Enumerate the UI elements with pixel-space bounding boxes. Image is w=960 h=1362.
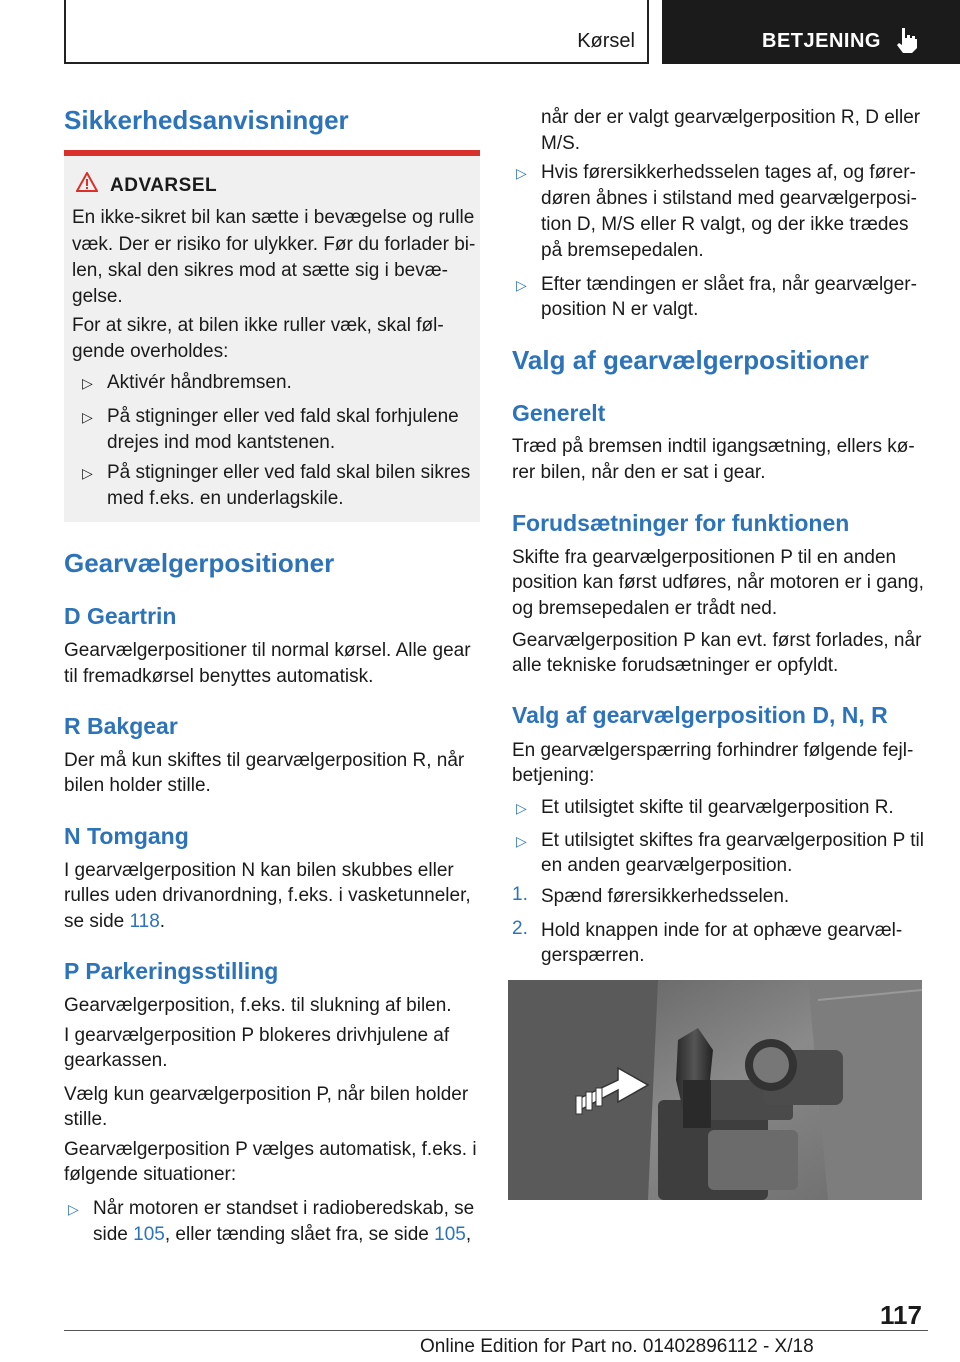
r-bullet-2a: Hvis førersikkerhedsselen tages af, og fører- xyxy=(541,162,916,183)
p-bullet-1b xyxy=(93,1222,471,1247)
p-text-7: følgende situationer: xyxy=(64,1164,237,1185)
n-text-3b: . xyxy=(159,911,166,932)
hand-pointer-icon xyxy=(894,26,920,54)
r-bullet-2d: på bremsepedalen. xyxy=(541,240,704,261)
requirements-text-3: og bremsepedalen er trådt ned. xyxy=(512,598,778,619)
requirements-text-1: Skifte fra gearvælgerpositionen P til en anden xyxy=(512,547,897,568)
heading-r: R Bakgear xyxy=(64,713,178,739)
footer-divider xyxy=(64,1330,928,1331)
heading-gear-positions: Gearvælgerpositioner xyxy=(64,548,335,578)
warning-bullet-2a: På stigninger eller ved fald skal forhjulene xyxy=(107,406,459,427)
heading-select-dnr: Valg af gearvælgerposition D, N, R xyxy=(512,702,888,728)
p-text-5: stille. xyxy=(64,1109,108,1130)
triangle-bullet-icon: ▷ xyxy=(82,465,93,481)
p-text-6: Gearvælgerposition P vælges automatisk, f.eks. i xyxy=(64,1139,477,1160)
dnr-bullet-1: Et utilsigtet skifte til gearvælgerposition R. xyxy=(541,797,894,818)
heading-general: Generelt xyxy=(512,400,606,426)
dnr-text-1: En gearvælgerspærring forhindrer følgende fejl- xyxy=(512,740,914,761)
p-text-2: I gearvælgerposition P blokeres drivhjulene af xyxy=(64,1025,450,1046)
warning-text-5: For at sikre, at bilen ikke ruller væk, skal føl- xyxy=(72,315,444,336)
n-text-3 xyxy=(64,909,165,934)
p-text-1: Gearvælgerposition, f.eks. til slukning af bilen. xyxy=(64,995,452,1016)
cont-text-1: når der er valgt gearvælgerposition R, D eller xyxy=(541,107,921,128)
dnr-bullet-2a: Et utilsigtet skiftes fra gearvælgerposition P til xyxy=(541,830,924,851)
r-bullet-2b: døren åbnes i stilstand med gearvælgerposi- xyxy=(541,188,917,209)
step-number-2: 2. xyxy=(512,918,528,939)
triangle-bullet-icon: ▷ xyxy=(516,833,527,849)
warning-text-2: væk. Der er risiko for ulykker. Før du forlader bi- xyxy=(72,234,476,255)
triangle-bullet-icon: ▷ xyxy=(68,1201,79,1217)
dnr-bullet-2b: en anden gearvælgerposition. xyxy=(541,855,793,876)
page-title: Sikkerhedsanvisninger xyxy=(64,105,349,135)
p-bullet-1a: Når motoren er standset i radioberedskab, se xyxy=(93,1198,475,1219)
heading-requirements: Forudsætninger for funktionen xyxy=(512,510,850,536)
page-link-118[interactable]: 118 xyxy=(129,911,160,932)
general-text-1: Træd på bremsen indtil igangsætning, ellers kø- xyxy=(512,436,915,457)
p-bullet-1b-c: , xyxy=(465,1224,472,1245)
triangle-bullet-icon: ▷ xyxy=(516,277,527,293)
requirements-text-4: Gearvælgerposition P kan evt. først forlades, når xyxy=(512,630,922,651)
r-bullet-2c: tion D, M/S eller R valgt, og der ikke trædes xyxy=(541,214,909,235)
general-text-2: rer bilen, når den er sat i gear. xyxy=(512,462,766,483)
gear-selector-illustration xyxy=(508,980,922,1200)
warning-text-4: gelse. xyxy=(72,286,123,307)
page-number: 117 xyxy=(880,1300,922,1330)
header-section-label: Kørsel xyxy=(577,30,635,52)
d-text-2: til fremadkørsel benyttes automatisk. xyxy=(64,666,374,687)
cont-text-2: M/S. xyxy=(541,133,581,154)
warning-text-1: En ikke-sikret bil kan sætte i bevægelse og rulle xyxy=(72,207,475,228)
triangle-bullet-icon: ▷ xyxy=(516,165,527,181)
r-bullet-3a: Efter tændingen er slået fra, når gearvælger- xyxy=(541,274,917,295)
p-text-3: gearkassen. xyxy=(64,1050,168,1071)
step-2b: gerspærren. xyxy=(541,945,645,966)
header-chapter-tab xyxy=(662,0,960,64)
header-section-tab xyxy=(64,0,649,64)
triangle-bullet-icon: ▷ xyxy=(82,409,93,425)
page-link-105-a[interactable]: 105 xyxy=(133,1224,165,1245)
warning-text-3: len, skal den sikres mod at sætte sig i bevæ- xyxy=(72,260,448,281)
n-text-2: rulles uden drivanordning, f.eks. i vasketunneler, xyxy=(64,885,471,906)
warning-label: ADVARSEL xyxy=(110,175,218,196)
warning-bullet-1: Aktivér håndbremsen. xyxy=(107,372,292,393)
requirements-text-5: alle tekniske forudsætninger er opfyldt. xyxy=(512,655,839,676)
triangle-bullet-icon: ▷ xyxy=(516,800,527,816)
warning-triangle-icon xyxy=(76,172,98,192)
footer-edition: Online Edition for Part no. 01402896112 - X/18 xyxy=(420,1336,814,1357)
dnr-text-2: betjening: xyxy=(512,765,595,786)
warning-bullet-2b: drejes ind mod kantstenen. xyxy=(107,432,336,453)
heading-select-positions: Valg af gearvælgerpositioner xyxy=(512,345,869,375)
warning-bullet-3a: På stigninger eller ved fald skal bilen sikres xyxy=(107,462,471,483)
r-text-1: Der må kun skiftes til gearvælgerposition R, når xyxy=(64,750,465,771)
page-link-105-b[interactable]: 105 xyxy=(434,1224,466,1245)
step-number-1: 1. xyxy=(512,884,528,905)
d-text-1: Gearvælgerpositioner til normal kørsel. Alle gear xyxy=(64,640,471,661)
triangle-bullet-icon: ▷ xyxy=(82,375,93,391)
p-bullet-1b-b: , eller tænding slået fra, se side xyxy=(164,1224,435,1245)
heading-n: N Tomgang xyxy=(64,823,189,849)
heading-p: P Parkeringsstilling xyxy=(64,958,279,984)
p-bullet-1b-a: side xyxy=(93,1224,134,1245)
step-1: Spænd førersikkerhedsselen. xyxy=(541,886,790,907)
warning-text-6: gende overholdes: xyxy=(72,341,229,362)
r-text-2: bilen holder stille. xyxy=(64,775,211,796)
header-chapter-label: BETJENING xyxy=(762,30,881,52)
gear-selector-photo xyxy=(508,980,922,1200)
p-text-4: Vælg kun gearvælgerposition P, når bilen holder xyxy=(64,1084,469,1105)
warning-bullet-3b: med f.eks. en underlagskile. xyxy=(107,488,344,509)
step-2a: Hold knappen inde for at ophæve gearvæl- xyxy=(541,920,903,941)
r-bullet-3b: position N er valgt. xyxy=(541,299,699,320)
n-text-1: I gearvælgerposition N kan bilen skubbes eller xyxy=(64,860,454,881)
heading-d: D Geartrin xyxy=(64,603,177,629)
requirements-text-2: position kan først udføres, når motoren er i gang, xyxy=(512,572,924,593)
n-text-3a: se side xyxy=(64,911,130,932)
